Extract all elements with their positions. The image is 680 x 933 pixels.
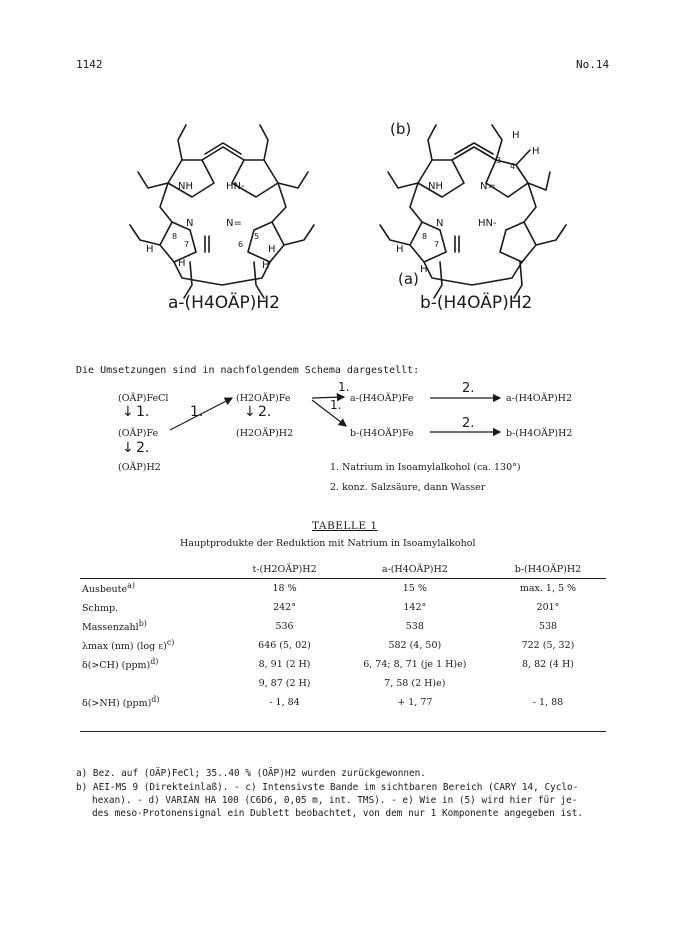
row-label: δ(>NH) (ppm)$^{d)}$ — [82, 695, 160, 710]
structure-b-tag: (b) — [390, 120, 412, 138]
scheme-s1: (OÄP)FeCl — [118, 393, 169, 404]
table-row — [80, 617, 606, 636]
table-cell: 142° — [403, 602, 427, 613]
table-cell: 722 (5, 32) — [521, 640, 575, 651]
scheme-arrows — [0, 370, 680, 450]
atom-n-a-left: N — [186, 218, 194, 229]
atom-h-b1: H — [512, 130, 520, 141]
row-label — [80, 674, 229, 693]
scheme-s2: (OÄP)Fe — [118, 428, 159, 439]
table-cell: 15 % — [402, 583, 427, 594]
issue-number: No.14 — [576, 58, 610, 71]
atom-hn-b: HN- — [478, 218, 497, 229]
atom-h-a1: H — [146, 244, 154, 255]
row-label: Schmp. — [82, 603, 119, 615]
table-cell: 538 — [538, 621, 558, 632]
atom-nh-a: NH — [178, 181, 193, 192]
table-cell: 9, 87 (2 H) — [258, 678, 311, 689]
row-label: δ(>CH) (ppm)$^{d)}$ — [82, 657, 159, 672]
scheme-s3: (OÄP)H2 — [118, 462, 161, 473]
scheme-step-2a: 2. — [136, 440, 150, 456]
scheme-arrow-down-3: ↓ — [244, 404, 256, 420]
structure-a-label: a-(H4OÄP)H2 — [168, 293, 280, 313]
footnote-b-line2: hexan). - d) VARIAN HA 100 (C6D6, 0,05 m, int. TMS). - e) Wie in (5) wird hier für je- — [92, 795, 578, 806]
atom-h-b3: H — [396, 244, 404, 255]
atom-h-a3: H — [178, 258, 186, 269]
scheme-step-1b: 1. — [190, 404, 204, 420]
scheme-note-2: 2. konz. Salzsäure, dann Wasser — [330, 482, 486, 493]
table-cell — [490, 674, 606, 693]
table-cell: - 1, 84 — [269, 697, 300, 708]
scheme-s7: a-(H4OÄP)H2 — [506, 393, 572, 404]
locant-b-4: 4 — [510, 162, 516, 171]
locant-b-8: 8 — [422, 232, 428, 241]
data-table — [80, 560, 606, 712]
table-header-cell — [80, 560, 229, 579]
table-cell: 242° — [273, 602, 296, 613]
scheme-note-1: 1. Natrium in Isoamylalkohol (ca. 130°) — [330, 462, 521, 473]
locant-b-7: 7 — [434, 240, 440, 249]
table-cell: max. 1, 5 % — [519, 583, 577, 594]
scheme-s6: a-(H4OÄP)Fe — [350, 393, 414, 404]
scheme-s4: (H2OÄP)Fe — [236, 393, 291, 404]
footnote-a: a) Bez. auf (OÄP)FeCl; 35..40 % (OÄP)H2 wurden zurückgewonnen. — [76, 768, 426, 779]
atom-h-a4: H — [262, 260, 270, 271]
table-rule-bottom — [80, 731, 606, 732]
table-cell: 8, 82 (4 H) — [522, 659, 574, 670]
scheme-arrow-down-1: ↓ — [122, 404, 134, 420]
table-cell: 8, 91 (2 H) — [258, 659, 311, 670]
table-cell: 538 — [405, 621, 424, 632]
footnote-b-line3: des meso-Protonensignal ein Dublett beobachtet, von dem nur 1 Komponente angegeben ist. — [92, 808, 584, 819]
table-cell: 7, 58 (2 H)e) — [384, 678, 446, 689]
atom-h-b4: H — [420, 264, 428, 275]
row-label: Massenzahl$^{b)}$ — [82, 619, 147, 634]
table-title: TABELLE 1 — [312, 520, 378, 532]
atom-h-a2: H — [268, 244, 276, 255]
table-row — [80, 598, 606, 617]
atom-hn-a: HN- — [226, 181, 245, 192]
table-cell: 201° — [536, 602, 560, 613]
table-header-cell: a-(H4OÄP)H2 — [381, 564, 448, 575]
scheme-step-2b: 2. — [258, 404, 272, 420]
scheme-s5: (H2OÄP)H2 — [236, 428, 294, 439]
scheme-arrow-down-2: ↓ — [122, 440, 134, 456]
page-number: 1142 — [76, 58, 103, 71]
atom-n-b-left: N — [436, 218, 444, 229]
atom-h-b2: H — [532, 146, 540, 157]
scheme-step-1a: 1. — [136, 404, 150, 420]
intro-text: Die Umsetzungen sind in nachfolgendem Schema dargestellt: — [76, 365, 420, 376]
table-header-cell: b-(H4OÄP)H2 — [514, 564, 582, 575]
table-cell: 6, 74; 8, 71 (je 1 H)e) — [363, 659, 467, 670]
scheme-step-1c: 1. — [338, 380, 350, 394]
table-cell: - 1, 88 — [532, 697, 564, 708]
scheme-s9: b-(H4OÄP)H2 — [506, 428, 573, 439]
row-label: λmax (nm) (log ε)$^{c)}$ — [82, 638, 175, 653]
table-header-row — [80, 560, 606, 579]
locant-a-6: 6 — [238, 240, 244, 249]
scheme-step-2d: 2. — [462, 416, 475, 431]
table-row — [80, 636, 606, 655]
footnote-b-line1: b) AEI-MS 9 (Direkteinlaß). - c) Intensivste Bande im sichtbaren Bereich (CARY 14, Cyclo- — [76, 782, 579, 793]
locant-a-5: 5 — [254, 232, 260, 241]
atom-n-a-right: N= — [226, 218, 242, 229]
table-cell: 536 — [275, 621, 294, 632]
chemical-structures — [0, 0, 680, 340]
scheme-step-2c: 2. — [462, 381, 475, 396]
locant-a-7: 7 — [184, 240, 190, 249]
table-rule-top — [80, 578, 606, 579]
table-cell: 18 % — [272, 583, 297, 594]
table-header-cell: t-(H2OÄP)H2 — [252, 564, 317, 575]
table-subtitle: Hauptprodukte der Reduktion mit Natrium in Isoamylalkohol — [180, 538, 476, 549]
locant-b-3: 3 — [496, 156, 502, 165]
table-cell: + 1, 77 — [397, 697, 433, 708]
atom-nh-b: NH — [428, 181, 443, 192]
scheme-s8: b-(H4OÄP)Fe — [350, 428, 414, 439]
atom-n-b-top: N= — [480, 181, 496, 192]
table-cell: 646 (5, 02) — [258, 640, 311, 651]
locant-a-8: 8 — [172, 232, 178, 241]
structure-a-tag: (a) — [398, 270, 419, 288]
table-row — [80, 693, 606, 712]
table-row — [80, 655, 606, 674]
structure-b-label: b-(H4OÄP)H2 — [420, 293, 533, 313]
row-label: Ausbeute$^{a)}$ — [82, 581, 135, 596]
table-cell: 582 (4, 50) — [388, 640, 442, 651]
structure-a-skeleton — [130, 125, 314, 298]
table-row — [80, 579, 606, 598]
scheme-step-1d: 1. — [330, 398, 342, 412]
table-row — [80, 674, 606, 693]
